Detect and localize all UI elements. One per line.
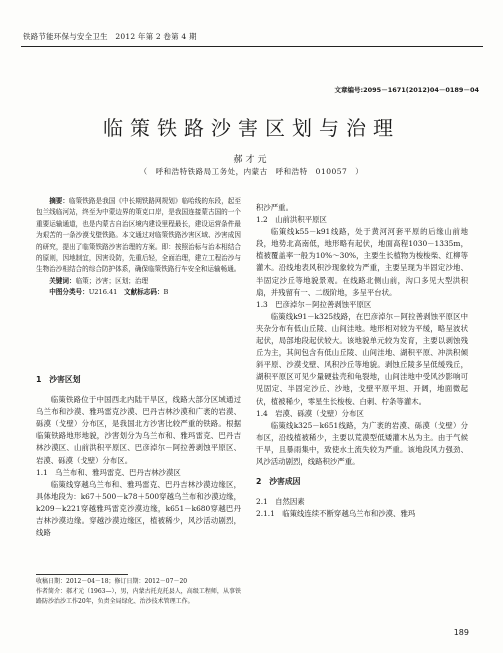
section-heading: 2 沙害成因 (256, 477, 301, 487)
left-column-body (36, 374, 241, 539)
body-paragraph: 临策铁路位于中国西北内陆干旱区，线路大部分区域通过乌兰布和沙漠、雅玛雷克沙漠、巴丹吉林沙漠和广袤的岩漠、砾漠（戈壁）分布区，是我国北方沙害比较严重的铁路。根据临策铁路地形地貌，沙害划分为乌兰布和、雅玛雷克、巴丹吉林沙漠区、山前洪积平原区、巴彦淖尔－阿拉善剥蚀平原区、岩漠、砾漠（戈壁）分布区。 (36, 395, 241, 465)
abstract-label: 摘要： (49, 197, 70, 205)
author-affiliation: （ 呼和浩特铁路局工务处，内蒙古 呼和浩特 010057 ） (139, 167, 364, 176)
keywords-label: 关键词： (49, 276, 76, 285)
body-paragraph: 临策线k91－k325线路，在巴彦淖尔－阿拉善剥蚀平原区中夹杂分布有低山丘陵、山间洼地。地形相对较为平缓，略呈波状起伏，局部地段起伏较大。该地貌单元较为发育，主要以剥蚀残丘为主，其间包含有低山丘陵、山间洼地、湖积平原、冲洪积倾斜平原、沙漠戈壁、风积沙丘等地貌。剥蚀丘陵多呈低缓残丘，湖积平原区可见少量硬盐壳和龟裂地，山间洼地中受风沙影响可见固定、半固定沙丘、沙地，戈壁平原平坦、开阔，地面微起伏，植被稀少，零星生长梭梭、白刺、柠条等灌木。 (256, 311, 468, 406)
author-name: 郝才元 (233, 155, 270, 165)
received-date: 收稿日期：2012－04－18；修订日期：2012－07－20 (36, 578, 188, 585)
abstract-block (36, 196, 241, 299)
header-rule (21, 46, 483, 47)
right-column-body (256, 202, 468, 520)
footnote (36, 577, 241, 607)
body-paragraph: 临策线k55－k91线路，处于黄河河套平原的后缘山前地段，地势北高南低，地形略有起伏，地面高程1030－1335m，植被覆盖率一般为10%～30%，主要生长植物为梭梭柴、红柳等灌木。沿线地表风积沙现象较为严重，主要呈现为半固定沙地、半固定沙丘等地貌景观。在线路北侧山前，沟口多见大型洪积扇，并残留有一、二级阶地，多呈平台状。 (256, 227, 468, 297)
subsection-heading: 2.1.1 临策线连续不断穿越乌兰布和沙漠、雅玛 (256, 509, 416, 519)
body-paragraph: 积沙严重。 (256, 203, 293, 212)
doc-code-label: 文献标志码： (123, 288, 164, 297)
page-number: 189 (453, 628, 469, 637)
subsection-heading: 1.1 乌兰布和、雅玛雷克、巴丹吉林沙漠区 (36, 467, 181, 477)
journal-header: 铁路节能环保与安全卫生 2012 年第 2 卷第 4 期 (23, 32, 197, 41)
article-number: 文章编号:2095－1671(2012)04－0189－04 (334, 86, 479, 94)
subsection-heading: 1.3 巴彦淖尔－阿拉善剥蚀平原区 (256, 299, 372, 309)
subsection-heading: 2.1 自然因素 (256, 497, 305, 507)
clc-code: U216.41 (88, 288, 118, 297)
author-bio: 作者简介：郝才元（1963—），男，内蒙古托克托县人，高级工程师，从事铁路防沙治沙工作20年，负责全局绿化、治沙技术管理工作。 (36, 588, 241, 605)
article-title: 临策铁路沙害区划与治理 (103, 116, 400, 140)
body-paragraph: 临策线k325－k651线路，为广袤的岩漠、砾漠（戈壁）分布区，沿线植被稀少，主要以荒漠型低矮灌木丛为主。由于气候干旱，且暴雨集中，致使水土流失较为严重。该地段风力强劲、风沙活动剧烈，线路积沙严重。 (256, 420, 468, 466)
doc-code: B (163, 288, 169, 297)
keywords-text: 临策；沙害；区划；治理 (75, 276, 149, 285)
clc-label: 中图分类号： (49, 288, 89, 297)
subsection-heading: 1.4 岩漠、砾漠（戈壁）分布区 (256, 408, 364, 418)
body-paragraph: 临策线穿越乌兰布和、雅玛雷克、巴丹吉林沙漠边缘区，具体地段为：k67＋500－k78＋500穿越乌兰布和沙漠边缘，k209－k221穿越雅玛雷克沙漠边缘，k651－k680穿越巴丹吉林沙漠边缘。穿越沙漠边缘区，植被稀少，风沙活动剧烈，线路 (36, 479, 241, 538)
subsection-heading: 1.2 山前洪积平原区 (256, 215, 327, 225)
footnote-rule (36, 574, 128, 575)
abstract-text: 临策铁路是我国《中长期铁路网规划》临哈线的东段，起至包兰线临河站，终至为中蒙边界的策克口岸，是我国连接蒙古国的一个重要运输通道，也是内蒙古自治区境内建设里程最长，建设运营条件最为艰苦的一条沙漠戈壁铁路。本文通过对临策铁路沙害区域、沙害成因的研究，提出了临策铁路沙害治理的方案。即：按照治标与治本相结合的原则，因地制宜，因害设防，先重后轻，全面治理，建立工程治沙与生物治沙相结合的综合防护体系，确保临策铁路行车安全和运输畅通。 (36, 197, 242, 274)
section-heading: 1 沙害区划 (36, 375, 81, 384)
